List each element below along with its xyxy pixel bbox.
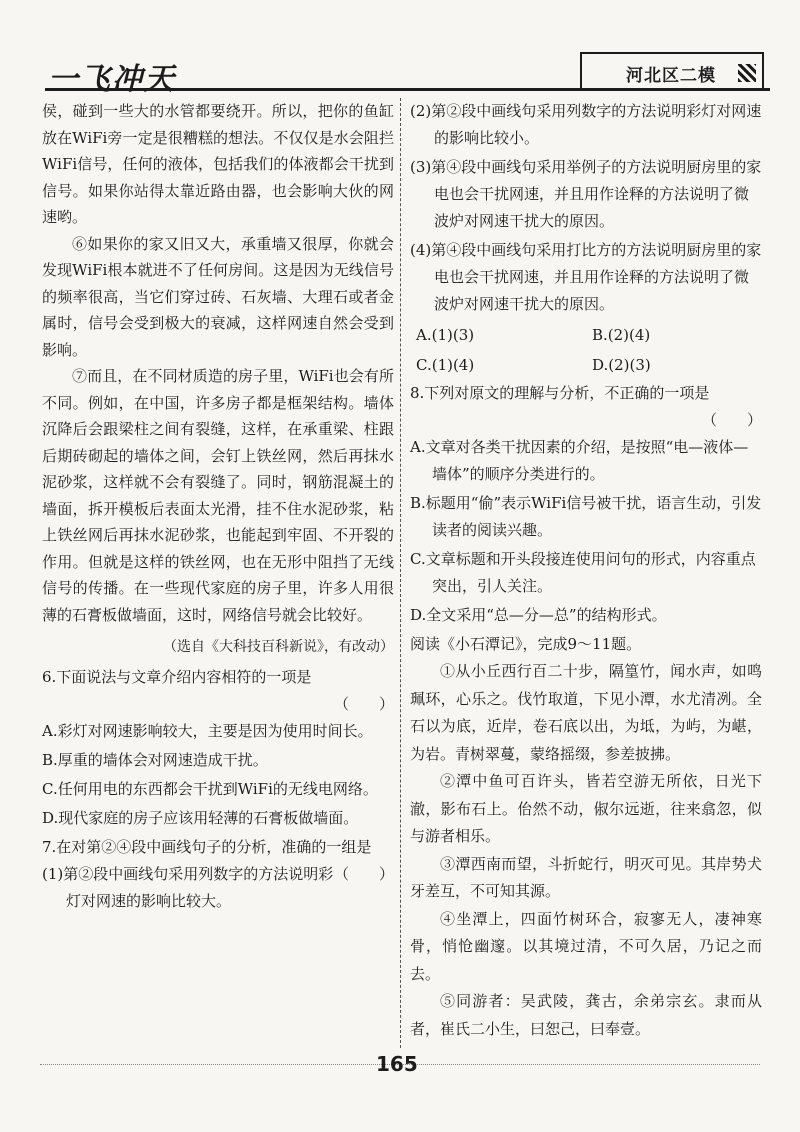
answer-blank[interactable]: （ ）	[701, 411, 762, 429]
option-item: (2)第②段中画线句采用列数字的方法说明彩灯对网速的影响比较小。	[410, 102, 762, 147]
choice-row	[410, 320, 762, 350]
classical-paragraph: ①从小丘西行百二十步，隔篁竹，闻水声，如鸣珮环，心乐之。伐竹取道，下见小潭，水尤清冽。全石以为底，近岸，卷石底以出，为坻，为屿，为嵁，为岩。青树翠蔓，蒙络摇缀，参差披拂。	[410, 662, 762, 763]
option-item: (4)第④段中画线句采用打比方的方法说明厨房里的家电也会干扰网速，并且用作诠释的方法说明了微波炉对网速干扰大的原因。	[410, 241, 762, 313]
choice-c[interactable]: C.(1)(4)	[416, 356, 475, 374]
page-number: 165	[376, 1052, 418, 1076]
page-header	[30, 50, 770, 97]
option-item[interactable]: D.现代家庭的房子应该用轻薄的石膏板做墙面。	[42, 809, 359, 827]
classical-paragraph: ⑤同游者：吴武陵，龚古，余弟宗玄。隶而从者，崔氏二小生，曰恕己，曰奉壹。	[410, 992, 762, 1038]
classical-paragraph: ④坐潭上，四面竹树环合，寂寥无人，凄神寒骨，悄怆幽邃。以其境过清，不可久居，乃记之而去。	[410, 909, 762, 983]
option-item: (3)第④段中画线句采用举例子的方法说明厨房里的家电也会干扰网速，并且用作诠释的方法说明了微波炉对网速干扰大的原因。	[410, 158, 762, 230]
article-paragraph: ⑦而且，在不同材质造的房子里，WiFi也会有所不同。例如，在中国，许多房子都是框架结构。墙体沉降后会跟梁柱之间有裂缝，这样，在承重梁、柱跟后期砖砌起的墙体之间，会钉上铁丝网，然后再抹水泥砂浆，这样就不会有裂缝了。同时，钢筋混凝土的墙面，拆开模板后表面太光滑，挂不住水泥砂浆，粘上铁丝网后再抹水泥砂浆，也能起到牢固、不开裂的作用。但就是这样的铁丝网，也在无形中阻挡了无线信号的传播。在一些现代家庭的房子里，许多人用很薄的石膏板做墙面，这时，网络信号就会比较好。	[42, 367, 394, 624]
option-item[interactable]: D.全文采用“总—分—总”的结构形式。	[410, 606, 667, 624]
option-item[interactable]: C.文章标题和开头段接连使用问句的形式，内容重点突出，引人关注。	[410, 550, 756, 595]
answer-blank[interactable]: （ ）	[333, 695, 394, 713]
classical-paragraph: ②潭中鱼可百许头，皆若空游无所依，日光下澈，影布石上。佁然不动，俶尔远逝，往来翕忽，似与游者相乐。	[410, 772, 762, 845]
choice-d[interactable]: D.(2)(3)	[592, 356, 651, 374]
brand-title: 一飞冲天	[48, 62, 176, 97]
region-label: 河北区二模	[626, 66, 716, 86]
choice-a[interactable]: A.(1)(3)	[416, 326, 475, 344]
question-6-stem	[42, 664, 394, 691]
option-item[interactable]: A.文章对各类干扰因素的介绍，是按照“电—液体—墙体”的顺序分类进行的。	[410, 438, 749, 483]
reading-intro: 阅读《小石潭记》，完成9～11题。	[410, 635, 642, 653]
classical-paragraph: ③潭西南而望，斗折蛇行，明灭可见。其岸势犬牙差互，不可知其源。	[410, 854, 762, 900]
option-item[interactable]: C.任何用电的东西都会干扰到WiFi的无线电网络。	[42, 780, 378, 798]
choice-row	[410, 350, 762, 380]
choice-b[interactable]: B.(2)(4)	[592, 326, 651, 344]
column-divider	[400, 98, 401, 1048]
question-8-stem	[410, 380, 762, 407]
question-text: 8.下列对原文的理解与分析，不正确的一项是	[410, 384, 710, 402]
article-source: （选自《大科技百科新说》，有改动）	[163, 639, 394, 655]
article-paragraph: 侯，碰到一些大的水管都要绕开。所以，把你的鱼缸放在WiFi旁一定是很糟糕的想法。不仅仅是水会阻拦WiFi信号，任何的液体，包括我们的体液都会干扰到信号。如果你站得太靠近路由器，也会影响大伙的网速哟。	[42, 102, 394, 226]
option-item[interactable]: B.标题用“偷”表示WiFi信号被干扰，语言生动，引发读者的阅读兴趣。	[410, 494, 762, 539]
header-rule	[45, 88, 770, 91]
left-column	[42, 98, 394, 917]
article-paragraph: ⑥如果你的家又旧又大，承重墙又很厚，你就会发现WiFi根本就进不了任何房间。这是因为无线信号的频率很高，当它们穿过砖、石灰墙、大理石或者金属时，信号会受到极大的衰减，这样网速自然会受到影响。	[42, 234, 394, 359]
question-text: 7.在对第②④段中画线句子的分析，准确的一组是	[42, 838, 372, 856]
question-text: 6.下面说法与文章介绍内容相符的一项是	[42, 668, 312, 686]
option-item[interactable]: A.彩灯对网速影响较大，主要是因为使用时间长。	[42, 722, 373, 740]
checker-decoration-icon	[738, 64, 756, 82]
option-item[interactable]: B.厚重的墙体会对网速造成干扰。	[42, 751, 268, 769]
question-7-stem	[42, 834, 394, 883]
right-column	[410, 98, 762, 1043]
option-item: (1)第②段中画线句采用列数字的方法说明彩灯对网速的影响比较大。	[42, 865, 334, 910]
answer-blank[interactable]: （ ）	[333, 865, 394, 883]
